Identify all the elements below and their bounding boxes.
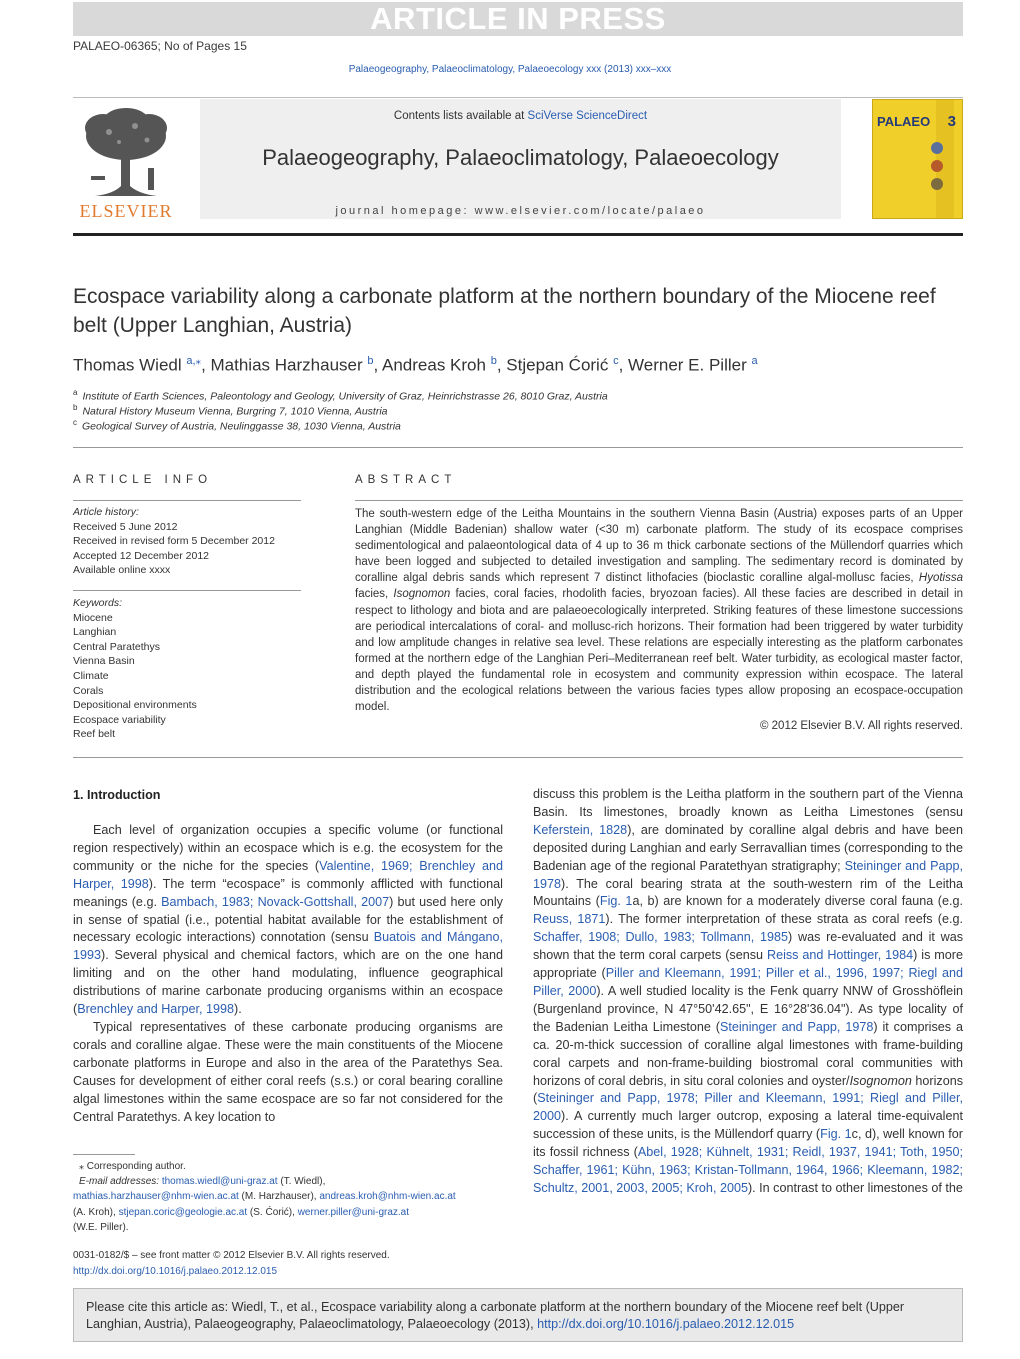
abstract-heading: ABSTRACT (355, 474, 457, 486)
citation-link[interactable]: Bambach, 1983; Novack-Gottshall, 2007 (161, 894, 390, 909)
document-id: PALAEO-06365; No of Pages 15 (73, 39, 247, 53)
abstract-taxon: Isognomon (393, 588, 451, 601)
article-info-heading: ARTICLE INFO (73, 474, 213, 486)
author-name: Thomas Wiedl (73, 355, 182, 375)
citation-link[interactable]: Abel, 1928; Kühnelt, 1931; Reidl, 1937, 1941; Toth, 1950; Schaffer, 1961; Kühn, 1963; Kristan-Tollmann, 1964, 1966; Kleemann, 1982; Schultz, 2001, 2003, 2005; Kroh, 2005 (533, 1145, 963, 1195)
keyword: Langhian (73, 626, 117, 639)
history-item: Received in revised form 5 December 2012 (73, 535, 275, 548)
cite-doi-link[interactable]: http://dx.doi.org/10.1016/j.palaeo.2012.12.015 (537, 1317, 795, 1331)
paragraph-text: ) was re-evaluated and it was shown that the term coral carpets (sensu (533, 930, 963, 963)
email-link[interactable]: werner.piller@uni-graz.at (297, 1206, 410, 1218)
author-name: Andreas Kroh (382, 355, 486, 375)
email-link[interactable]: andreas.kroh@nhm-wien.ac.at (319, 1191, 456, 1203)
paragraph-text: ) but used here only in sense of spatial (i.e., potential habitat available for the establishment of necessary ecologic interactions) connotation (sensu (73, 894, 503, 945)
citation-link[interactable]: Piller and Kleemann, 1991; Piller et al., 1996, 1997; Riegl and Piller, 2000 (533, 966, 963, 998)
email-owner: (A. Kroh), (73, 1206, 119, 1218)
author-name: Stjepan Ćorić (506, 355, 609, 375)
intro-paragraph (533, 786, 963, 1198)
journal-homepage[interactable]: journal homepage: www.elsevier.com/locate/palaeo (335, 205, 706, 217)
journal-cover-thumbnail (872, 99, 963, 219)
history-item: Accepted 12 December 2012 (73, 549, 210, 562)
keyword: Reef belt (73, 728, 116, 741)
keyword: Vienna Basin (73, 655, 135, 668)
paragraph-text: ). The former interpretation of these strata as coral reefs (e.g. (605, 912, 963, 927)
keywords-label: Keywords: (73, 597, 123, 609)
article-title: Ecospace variability along a carbonate platform at the northern boundary of the Miocene reef belt (Upper Langhian, Austria) (73, 285, 936, 337)
paragraph-text: discuss this problem is the Leitha platform in the southern part of the Vienna Basin. Its limestones, broadly known as Leitha Limestones (sensu (533, 787, 963, 819)
citation-link[interactable]: Steininger and Papp, 1978 (533, 858, 963, 891)
contents-prefix: Contents lists available at (393, 110, 528, 122)
author-name: Werner E. Piller (628, 355, 747, 375)
citation-link[interactable]: Reuss, 1871 (533, 912, 606, 927)
paragraph-text: a, b) are known for a moderately diverse coral fauna (e.g. (632, 894, 963, 909)
left-column (73, 822, 503, 1126)
doi-link[interactable]: http://dx.doi.org/10.1016/j.palaeo.2012.12.015 (73, 1265, 278, 1277)
email-list (73, 1189, 503, 1204)
intro-paragraph (73, 822, 503, 1019)
front-matter (73, 1248, 390, 1279)
affiliation-sup: a (73, 388, 78, 397)
affiliation-sup: b (73, 403, 78, 412)
email-label: E-mail addresses: (79, 1176, 160, 1188)
publisher-wordmark: ELSEVIER (79, 201, 173, 221)
email-owner: (S. Ćorić), (247, 1206, 298, 1218)
citation-link[interactable]: Fig. 1 (820, 1127, 852, 1142)
paragraph-text: ). (234, 1002, 242, 1017)
citation-link[interactable]: Valentine, 1969; Brenchley and Harper, 1998 (73, 858, 503, 891)
email-link[interactable]: stjepan.coric@geologie.ac.at (118, 1206, 248, 1218)
paragraph-text: ) it comprises a ca. 20-m-thick succession of coralline algal limestones with frame-building coral carpets and non-frame-building biostromal coral communities with horizons of coral debris, in situ coral colonies and oyster/ (533, 1019, 963, 1088)
cover-image-dot (931, 178, 943, 190)
keyword: Central Paratethys (73, 640, 160, 653)
paragraph-text: ). A currently much larger outcrop, exposing a lateral time-equivalent succession of these units, is the Müllendorf quarry ( (533, 1109, 963, 1142)
author-sup[interactable]: a,⁎ (186, 355, 202, 367)
abstract-divider (355, 500, 963, 501)
paragraph-text: ). Several physical and chemical factors, which are on the one hand limiting and on the other hand modulating, influence geographical distributions of marine carbonate producing organisms within an ecospace ( (73, 948, 503, 1017)
author-sup[interactable]: b (367, 355, 374, 367)
contents-line (200, 110, 841, 122)
author-sup[interactable]: b (490, 355, 497, 367)
affiliation (73, 388, 608, 403)
sciencedirect-link[interactable]: SciVerse ScienceDirect (527, 110, 648, 122)
cite-this-article-box (73, 1288, 963, 1342)
paragraph-text: c, d), well known for its fossil richness ( (533, 1127, 963, 1160)
author-sup[interactable]: c (613, 355, 619, 367)
keywords (73, 596, 301, 742)
affiliation-sup: c (73, 418, 77, 427)
paragraph-text: ). The term “ecospace” is commonly afflicted with functional meanings (e.g. (73, 876, 503, 909)
citation-link[interactable]: Brenchley and Harper, 1998 (77, 1002, 235, 1017)
email-link[interactable]: mathias.harzhauser@nhm-wien.ac.at (73, 1191, 239, 1203)
affiliation (73, 418, 401, 433)
email-owner: (M. Harzhauser), (238, 1191, 320, 1203)
citation-link[interactable]: Fig. 1 (599, 894, 633, 909)
header-thick-rule (73, 233, 963, 236)
keyword: Climate (73, 669, 109, 682)
citation-link[interactable]: Reiss and Hottinger, 1984 (766, 948, 914, 963)
cover-title: PALAEO (877, 114, 931, 129)
abstract-part: The south-western edge of the Leitha Mountains in the southern Vienna Basin (Austria) exposes parts of an Upper Langhian (Middle Badenian) shallow water (<30 m) carbonate platform. The study of its ecospace comprises sedimentological and palaeontological data of 4 up to 36 m thick carbonate sections of the Müllendorf quarries which have been logged and subjected to detailed investigation and sampling. The sedimentary record is dominated by coralline algal debris sands which represent 7 distinct lithofacies (bioclastic coralline algal-mollusc facies, (355, 508, 963, 585)
journal-citation-link[interactable]: Palaeogeography, Palaeoclimatology, Palaeoecology xxx (2013) xxx–xxx (348, 64, 672, 75)
paragraph-text: ). In contrast to other limestones of the (747, 1180, 963, 1195)
cover-image-dot (931, 142, 943, 154)
email-owner: (W.E. Piller). (73, 1221, 129, 1233)
keyword: Miocene (73, 611, 113, 624)
paragraph-text: ). The coral bearing strata at the south-western rim of the Leitha Mountains ( (533, 876, 963, 909)
article-in-press-banner: ARTICLE IN PRESS (73, 2, 963, 36)
section-divider (73, 447, 963, 448)
cover-image-dot (931, 160, 943, 172)
paragraph-text: Each level of organization occupies a specific volume (or functional region respectively) within an ecospace which is e.g. the ecosystem for the community or the niche for the species ( (73, 823, 503, 873)
email-list (73, 1205, 503, 1220)
article-history (73, 505, 301, 578)
affiliation (73, 403, 388, 418)
abstract-copyright: © 2012 Elsevier B.V. All rights reserved. (759, 720, 963, 732)
citation-link[interactable]: Keferstein, 1828 (533, 822, 628, 837)
cover-number: 3 (947, 113, 956, 130)
affiliation-text: Geological Survey of Austria, Neulinggasse 38, 1030 Vienna, Austria (82, 420, 401, 433)
paragraph-text: ) is more appropriate ( (533, 948, 964, 981)
history-item: Available online xxxx (73, 564, 171, 577)
citation-link[interactable]: Buatois and Mángano, 1993 (73, 930, 503, 963)
footnote (73, 1159, 503, 1235)
author-list: Thomas Wiedl $^{a,⁎}$, Mathias Harzhauser $^b$, Andreas Kroh $^b$, Stjepan Ćorić $^c$, Werner E. Piller $^a$ (73, 355, 758, 375)
author-sup[interactable]: a (751, 355, 758, 367)
section-divider (73, 757, 963, 758)
abstract-taxon: Hyotissa (918, 572, 963, 585)
affiliation-text: Natural History Museum Vienna, Burgring 7, 1010 Vienna, Austria (82, 405, 388, 418)
email-link[interactable]: thomas.wiedl@uni-graz.at (161, 1176, 278, 1188)
history-item: Received 5 June 2012 (73, 520, 178, 533)
journal-title: Palaeogeography, Palaeoclimatology, Palaeoecology (262, 145, 779, 170)
abstract-text (355, 506, 963, 715)
header-divider (73, 97, 963, 98)
citation-link[interactable]: Steininger and Papp, 1978 (719, 1019, 874, 1034)
issn-line: 0031-0182/$ – see front matter © 2012 Elsevier B.V. All rights reserved. (73, 1250, 390, 1261)
paragraph-text: ), are dominated by coralline algal debris and have been deposited during Langhian and early Serravallian times (corresponding to the Badenian age of the regional Paratethyan stratigraphy; (533, 822, 963, 873)
info-divider (73, 590, 301, 591)
paragraph-text: ). A well studied locality is the Fenk quarry NNW of Grosshöflein (Burgenland province, N 47°50'42.65", E 16°28'36.04"). As type locality of the Badenian Leitha Limestone ( (533, 983, 963, 1034)
right-column (533, 786, 963, 1198)
keyword: Ecospace variability (73, 713, 166, 726)
email-list (73, 1174, 503, 1189)
intro-paragraph: Typical representatives of these carbonate producing organisms are corals and coralline algae. These were the main constituents of the Miocene carbonate platforms in Europe and also in the area of the Paratethys Sea. Causes for development of either coral reefs (s.s.) or coral bearing coralline algal limestones within the same ecospace are so far not considered for the Central Paratethys. A key location to (73, 1019, 503, 1124)
citation-link[interactable]: Schaffer, 1908; Dullo, 1983; Tollmann, 1985 (533, 930, 789, 945)
taxon-name: Isognomon (849, 1073, 912, 1088)
keyword: Corals (73, 684, 104, 697)
citation-link[interactable]: Steininger and Papp, 1978; Piller and Kleemann, 1991; Riegl and Piller, 2000 (533, 1091, 963, 1124)
corresponding-author: ⁎ Corresponding author. (79, 1161, 186, 1172)
abstract-part: facies, coral facies, rhodolith facies, bryozoan facies). All these facies are described in detail in respect to lithology and biota and are palaeoecologically interpreted. Striking features of these limestone successions are periodical intercalations of coral- and mollusc-rich horizons. Their formation had been triggered by water turbidity and low amplitude changes in relative sea level. These relations are especially interesting as the platform carbonates formed at the northern edge of the Langhian Peri–Mediterranean reef belt. Water turbidity, as ecological master factor, and depth played the fundamental role in ecosystem and community expression within ecospace. The lateral distribution and the ecological relations between the various facies types allow proposing an ecospace-occupation model. (355, 588, 964, 714)
keyword: Depositional environments (73, 699, 197, 712)
affiliation-text: Institute of Earth Sciences, Paleontology and Geology, University of Graz, Heinrichstrasse 26, 8010 Graz, Austria (82, 390, 608, 403)
email-owner: (T. Wiedl), (277, 1176, 326, 1188)
author-name: Mathias Harzhauser (210, 355, 363, 375)
cite-text: Please cite this article as: Wiedl, T., et al., Ecospace variability along a carbonate platform at the northern boundary of the Miocene reef belt (Upper Langhian, Austria), Palaeogeography, Palaeoclimatology, Palaeoecology (2013), (86, 1300, 905, 1331)
footnote-rule (73, 1154, 135, 1155)
paragraph-text: horizons ( (533, 1073, 963, 1106)
info-divider (73, 500, 301, 501)
abstract-part: facies, (355, 588, 394, 601)
section-heading-introduction: 1. Introduction (73, 788, 161, 802)
history-label: Article history: (73, 506, 139, 518)
email-list (73, 1220, 503, 1235)
